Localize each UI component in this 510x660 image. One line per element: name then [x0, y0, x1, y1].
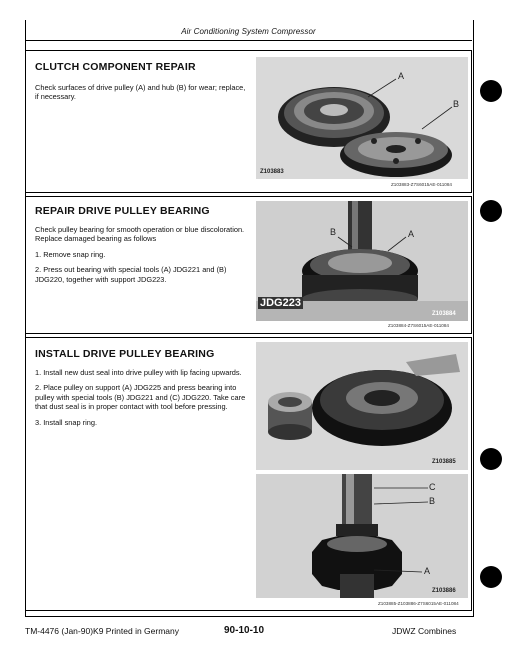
clutch-illustration: [256, 57, 468, 179]
image-code: Z103884: [432, 311, 456, 317]
callout-label: C: [429, 482, 436, 492]
footer-product-name: JDWZ Combines: [392, 626, 457, 636]
section-install-drive-pulley-bearing: [25, 337, 472, 611]
clutch-photo: [256, 57, 468, 179]
binder-hole: [480, 448, 502, 470]
section-title: CLUTCH COMPONENT REPAIR: [35, 61, 196, 73]
section-body: [35, 83, 250, 108]
image-code: Z103885: [432, 459, 456, 465]
image-reference-id: Z103884-Z7S6015AE-011084: [388, 323, 449, 328]
pulley-and-bearing-photo: [256, 342, 468, 470]
bearing-removal-photo: [256, 201, 468, 321]
section-clutch-component-repair: [25, 50, 472, 193]
paragraph: 2. Place pulley on support (A) JDG225 and press bearing into pulley with special tools (B) JDG221 and (C) JDG220. Take care that dust seal is in proper contact with tool before pressing.: [35, 383, 246, 412]
section-body: [35, 368, 250, 433]
image-reference-id: Z103885-Z103886-Z7S6015AE-011084: [378, 601, 459, 606]
callout-label: A: [424, 566, 431, 576]
image-code: Z103883: [260, 169, 284, 175]
image-code: Z103886: [432, 588, 456, 594]
section-title: INSTALL DRIVE PULLEY BEARING: [35, 348, 215, 360]
header-rule: [25, 40, 472, 41]
tool-label: JDG223: [260, 297, 301, 309]
callout-label: B: [453, 99, 460, 109]
page-header-title: Air Conditioning System Compressor: [181, 27, 316, 36]
callout-label: B: [330, 227, 337, 237]
section-repair-drive-pulley-bearing: [25, 196, 472, 334]
paragraph: 1. Install new dust seal into drive pulley with lip facing upwards.: [35, 368, 242, 377]
section-title: REPAIR DRIVE PULLEY BEARING: [35, 205, 210, 217]
bearing-installation-photo: [256, 474, 468, 598]
paragraph: 1. Remove snap ring.: [35, 249, 106, 259]
binder-hole: [480, 80, 502, 102]
paragraph: Check surfaces of drive pulley (A) and hub (B) for wear; replace, if necessary.: [35, 83, 246, 102]
paragraph: 3. Install snap ring.: [35, 417, 98, 427]
callout-label: A: [408, 229, 415, 239]
paragraph: Check pulley bearing for smooth operation or blue discoloration. Replace damaged bearing as follows: [35, 225, 245, 244]
pulley-bearing-illustration: [256, 342, 468, 470]
paragraph: 2. Press out bearing with special tools (A) JDG221 and (B) JDG220, together with support JDG223.: [35, 265, 227, 284]
callout-label: B: [429, 496, 436, 506]
bearing-press-in-illustration: [256, 474, 468, 598]
footer-document-info: TM-4476 (Jan-90)K9 Printed in Germany: [25, 626, 180, 636]
binder-hole: [480, 200, 502, 222]
section-body: [35, 225, 250, 290]
image-reference-id: Z103883-Z7S6015AE-011084: [391, 182, 452, 187]
footer-page-number: 90-10-10: [224, 625, 265, 636]
binder-hole: [480, 566, 502, 588]
callout-label: A: [398, 71, 405, 81]
